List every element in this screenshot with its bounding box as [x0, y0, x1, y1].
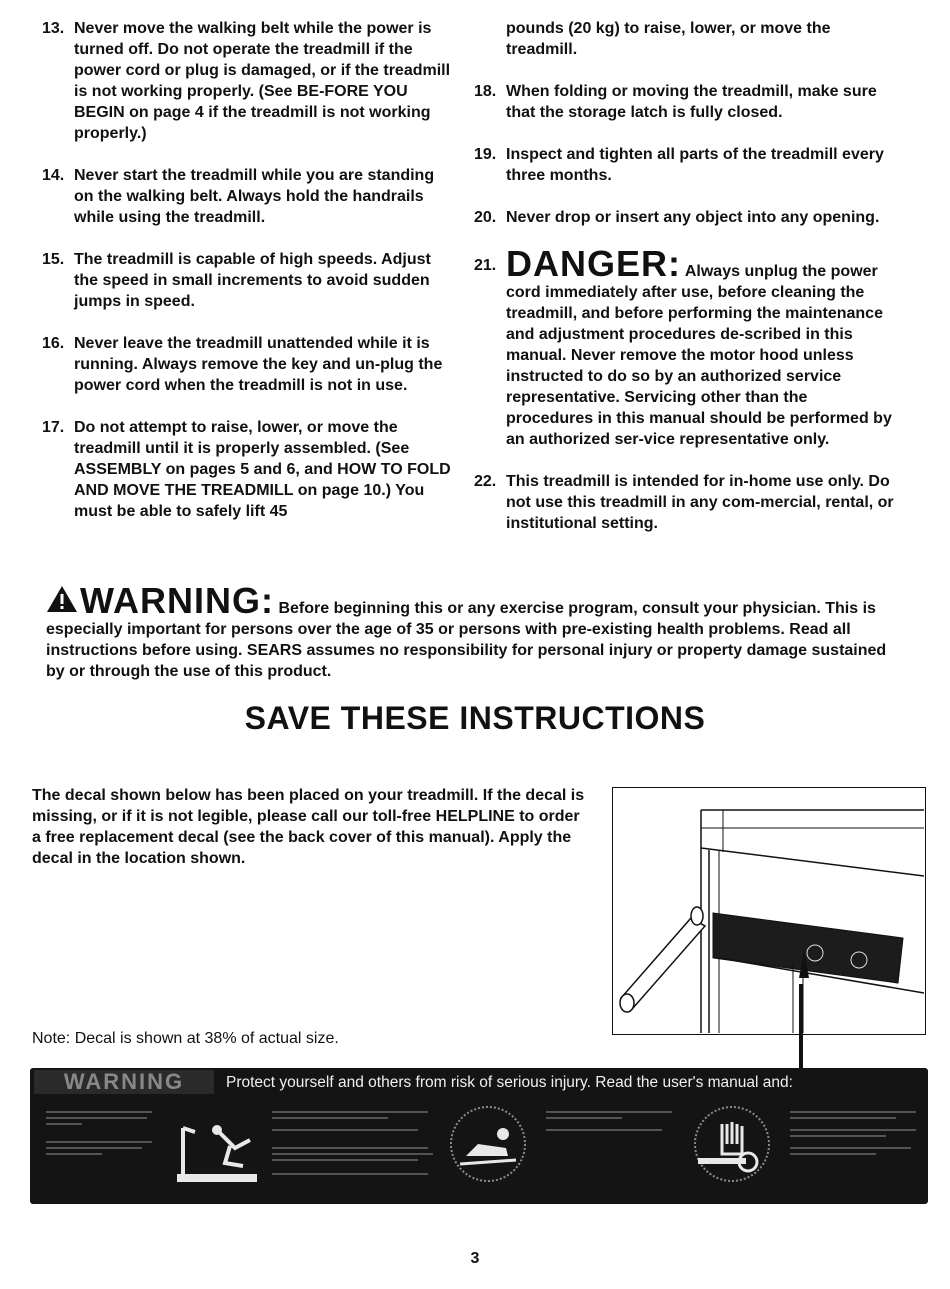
child-safety-icon: [448, 1104, 528, 1184]
right-column: [474, 18, 894, 555]
item-number: 20.: [474, 209, 497, 226]
item-number: 13.: [42, 20, 65, 37]
item-number: 22.: [474, 473, 497, 490]
safety-item-14: [42, 165, 457, 228]
hand-injury-icon: [692, 1104, 772, 1184]
safety-item-17-continuation: pounds (20 kg) to raise, lower, or move the treadmill.: [506, 20, 831, 58]
safety-item-13: [42, 18, 457, 144]
left-column: [42, 18, 457, 543]
safety-item-17: [42, 417, 457, 522]
danger-label: DANGER:: [506, 243, 681, 284]
danger-text: Always unplug the power cord immediately after use, before cleaning the treadmill, and before performing the maintenance and adjustment procedures de-scribed in this manual. Never remove the motor hood unless instructed to do so by an authorized service representative. Servicing other than the procedures in this manual should be performed by an authorized ser-vice representative only.: [506, 263, 892, 448]
decal-text-column: [268, 1108, 438, 1188]
decal-text-column: [786, 1108, 926, 1168]
decal-warning-badge: WARNING: [34, 1070, 214, 1094]
safety-item-19: [474, 144, 894, 186]
safety-item-22: [474, 471, 894, 534]
decal-text-column: [542, 1108, 682, 1148]
warning-decal: [30, 1068, 928, 1204]
decal-header: [30, 1068, 928, 1098]
item-number: 18.: [474, 83, 497, 100]
safety-item-18: [474, 81, 894, 123]
warning-block: [46, 580, 906, 682]
decal-title: Protect yourself and others from risk of serious injury. Read the user's manual and:: [226, 1074, 793, 1091]
item-text: Never start the treadmill while you are standing on the walking belt. Always hold the handrails while using the treadmill.: [74, 167, 435, 226]
item-number: 15.: [42, 251, 65, 268]
safety-item-15: [42, 249, 457, 312]
item-number: 21.: [474, 257, 497, 274]
item-text: Never drop or insert any object into any opening.: [506, 209, 880, 226]
treadmill-illustration: [612, 787, 926, 1035]
danger-content: [506, 243, 894, 450]
decal-size-note: Note: Decal is shown at 38% of actual size.: [32, 1030, 339, 1047]
save-instructions-heading: SAVE THESE INSTRUCTIONS: [244, 700, 706, 736]
item-text: This treadmill is intended for in-home use only. Do not use this treadmill in any com-mercial, rental, or institutional setting.: [506, 473, 894, 532]
treadmill-fall-icon: [175, 1118, 265, 1188]
item-number: 19.: [474, 146, 497, 163]
safety-item-20: [474, 207, 894, 228]
item-text: Inspect and tighten all parts of the treadmill every three months.: [506, 146, 884, 184]
decal-text-column: [42, 1108, 162, 1178]
warning-label: WARNING:: [80, 580, 274, 621]
safety-item-16: [42, 333, 457, 396]
treadmill-drawing: [613, 788, 924, 1033]
item-text: Never move the walking belt while the power is turned off. Do not operate the treadmill if the power cord or plug is damaged, or if the treadmill is not working properly. (See BE-FORE YOU BEGIN on page 4 if the treadmill is not working properly.): [74, 20, 451, 142]
warning-text: Before beginning this or any exercise program, consult your physician. This is especially important for persons over the age of 35 or persons with pre-existing health problems. Read all instructions before using. SEARS assumes no responsibility for personal injury or property damage sustained by or through the use of this product.: [46, 600, 887, 680]
item-number: 17.: [42, 419, 65, 436]
item-text: Do not attempt to raise, lower, or move the treadmill until it is properly assembled. (See ASSEMBLY on pages 5 and 6, and HOW TO FOLD AND MOVE THE TREADMILL on page 10.) You must be able to safely lift 45: [74, 419, 451, 520]
item-text: Never leave the treadmill unattended while it is running. Always remove the key and un-plug the power cord when the treadmill is not in use.: [74, 335, 443, 394]
item-number: 14.: [42, 167, 65, 184]
page-number: 3: [470, 1250, 480, 1267]
item-text: When folding or moving the treadmill, make sure that the storage latch is fully closed.: [506, 83, 877, 121]
item-number: 16.: [42, 335, 65, 352]
item-text: The treadmill is capable of high speeds. Adjust the speed in small increments to avoid sudden jumps in speed.: [74, 251, 431, 310]
decal-location-arrow: [799, 984, 803, 1070]
safety-item-21-danger: [474, 243, 894, 450]
decal-paragraph: The decal shown below has been placed on your treadmill. If the decal is missing, or if it is not legible, please call our toll-free HELPLINE to order a free replacement decal (see the back cover of this manual). Apply the decal in the location shown.: [32, 787, 585, 867]
warning-triangle-icon: [46, 585, 78, 613]
